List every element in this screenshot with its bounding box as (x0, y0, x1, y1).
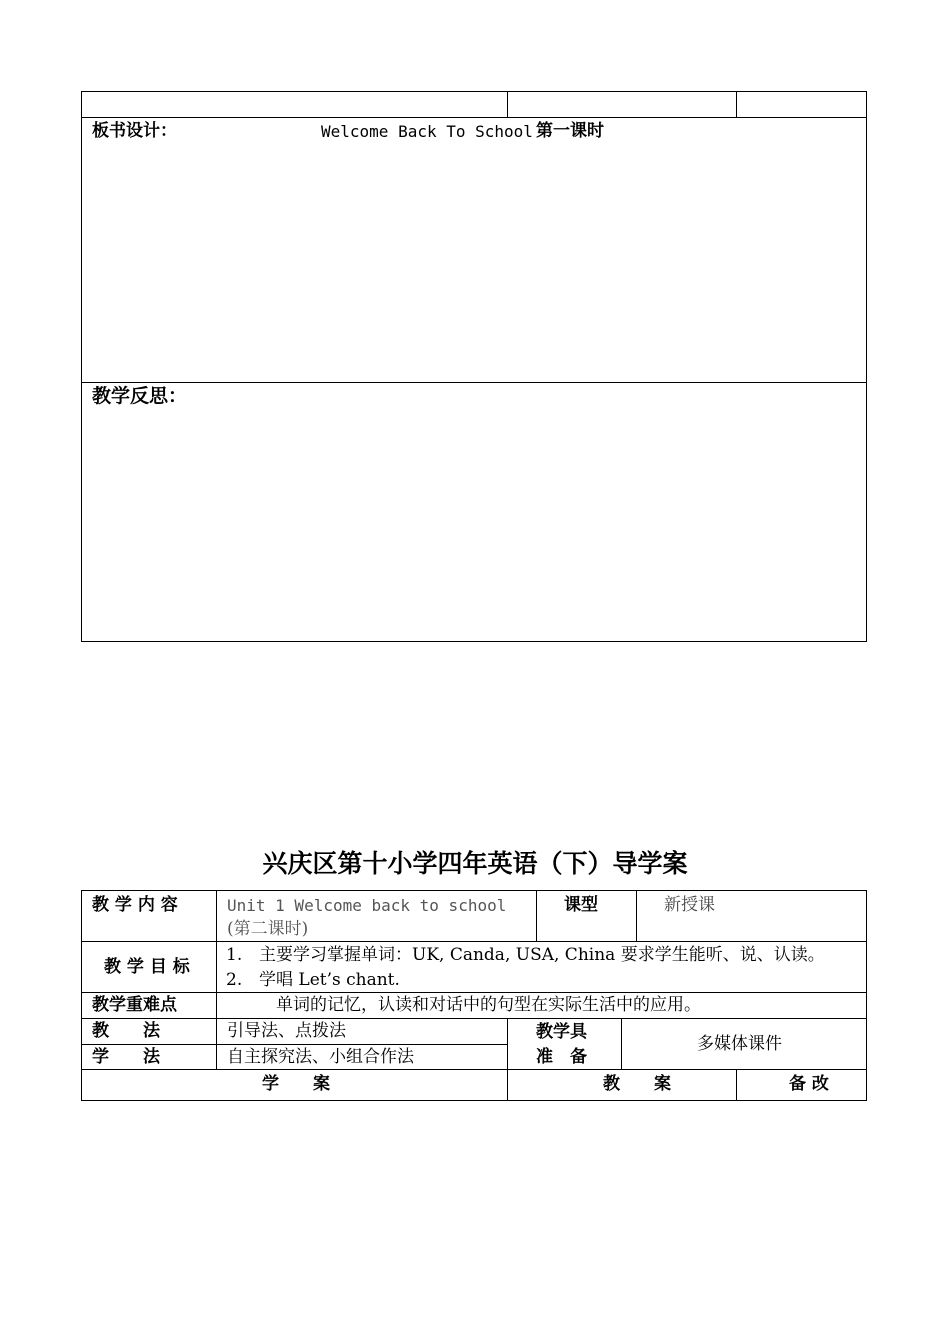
content-value-en: Unit 1 Welcome back to school (227, 896, 507, 915)
objective-number: 2. (226, 970, 243, 990)
teaching-method-value: 引导法、点拨法 (227, 1021, 346, 1041)
footer-teaching-plan: 教 案 (603, 1074, 671, 1094)
objective-item: 主要学习掌握单词：UK, Canda, USA, China 要求学生能听、说、认读。 (259, 945, 825, 965)
learning-method-value: 自主探究法、小组合作法 (227, 1047, 414, 1067)
objectives-label: 教 学 目 标 (104, 957, 190, 977)
board-design-lesson: 第一课时 (536, 121, 604, 141)
key-points-label: 教学重难点 (92, 995, 177, 1015)
page-title: 兴庆区第十小学四年英语（下）导学案 (262, 849, 688, 878)
reflection-label: 教学反思： (92, 385, 188, 407)
footer-study-plan: 学 案 (262, 1074, 330, 1094)
board-design-label: 板书设计： (92, 121, 177, 141)
footer-revision: 备 改 (789, 1074, 829, 1094)
objective-item: 学唱 Let’s chant. (259, 970, 400, 990)
lesson-type-label: 课型 (564, 895, 598, 915)
objective-number: 1. (226, 945, 243, 965)
key-points-value: 单词的记忆，认读和对话中的句型在实际生活中的应用。 (276, 995, 701, 1015)
learning-method-label: 学 法 (92, 1047, 160, 1067)
tools-value: 多媒体课件 (697, 1034, 782, 1054)
lesson-type-value: 新授课 (664, 895, 715, 915)
content-value-zh: (第二课时) (227, 919, 309, 939)
tools-label-line1: 教学具 (536, 1022, 587, 1042)
content-label: 教 学 内 容 (92, 895, 178, 915)
tools-label-line2: 准 备 (536, 1047, 587, 1067)
teaching-method-label: 教 法 (92, 1021, 160, 1041)
board-design-title: Welcome Back To School (321, 122, 533, 141)
